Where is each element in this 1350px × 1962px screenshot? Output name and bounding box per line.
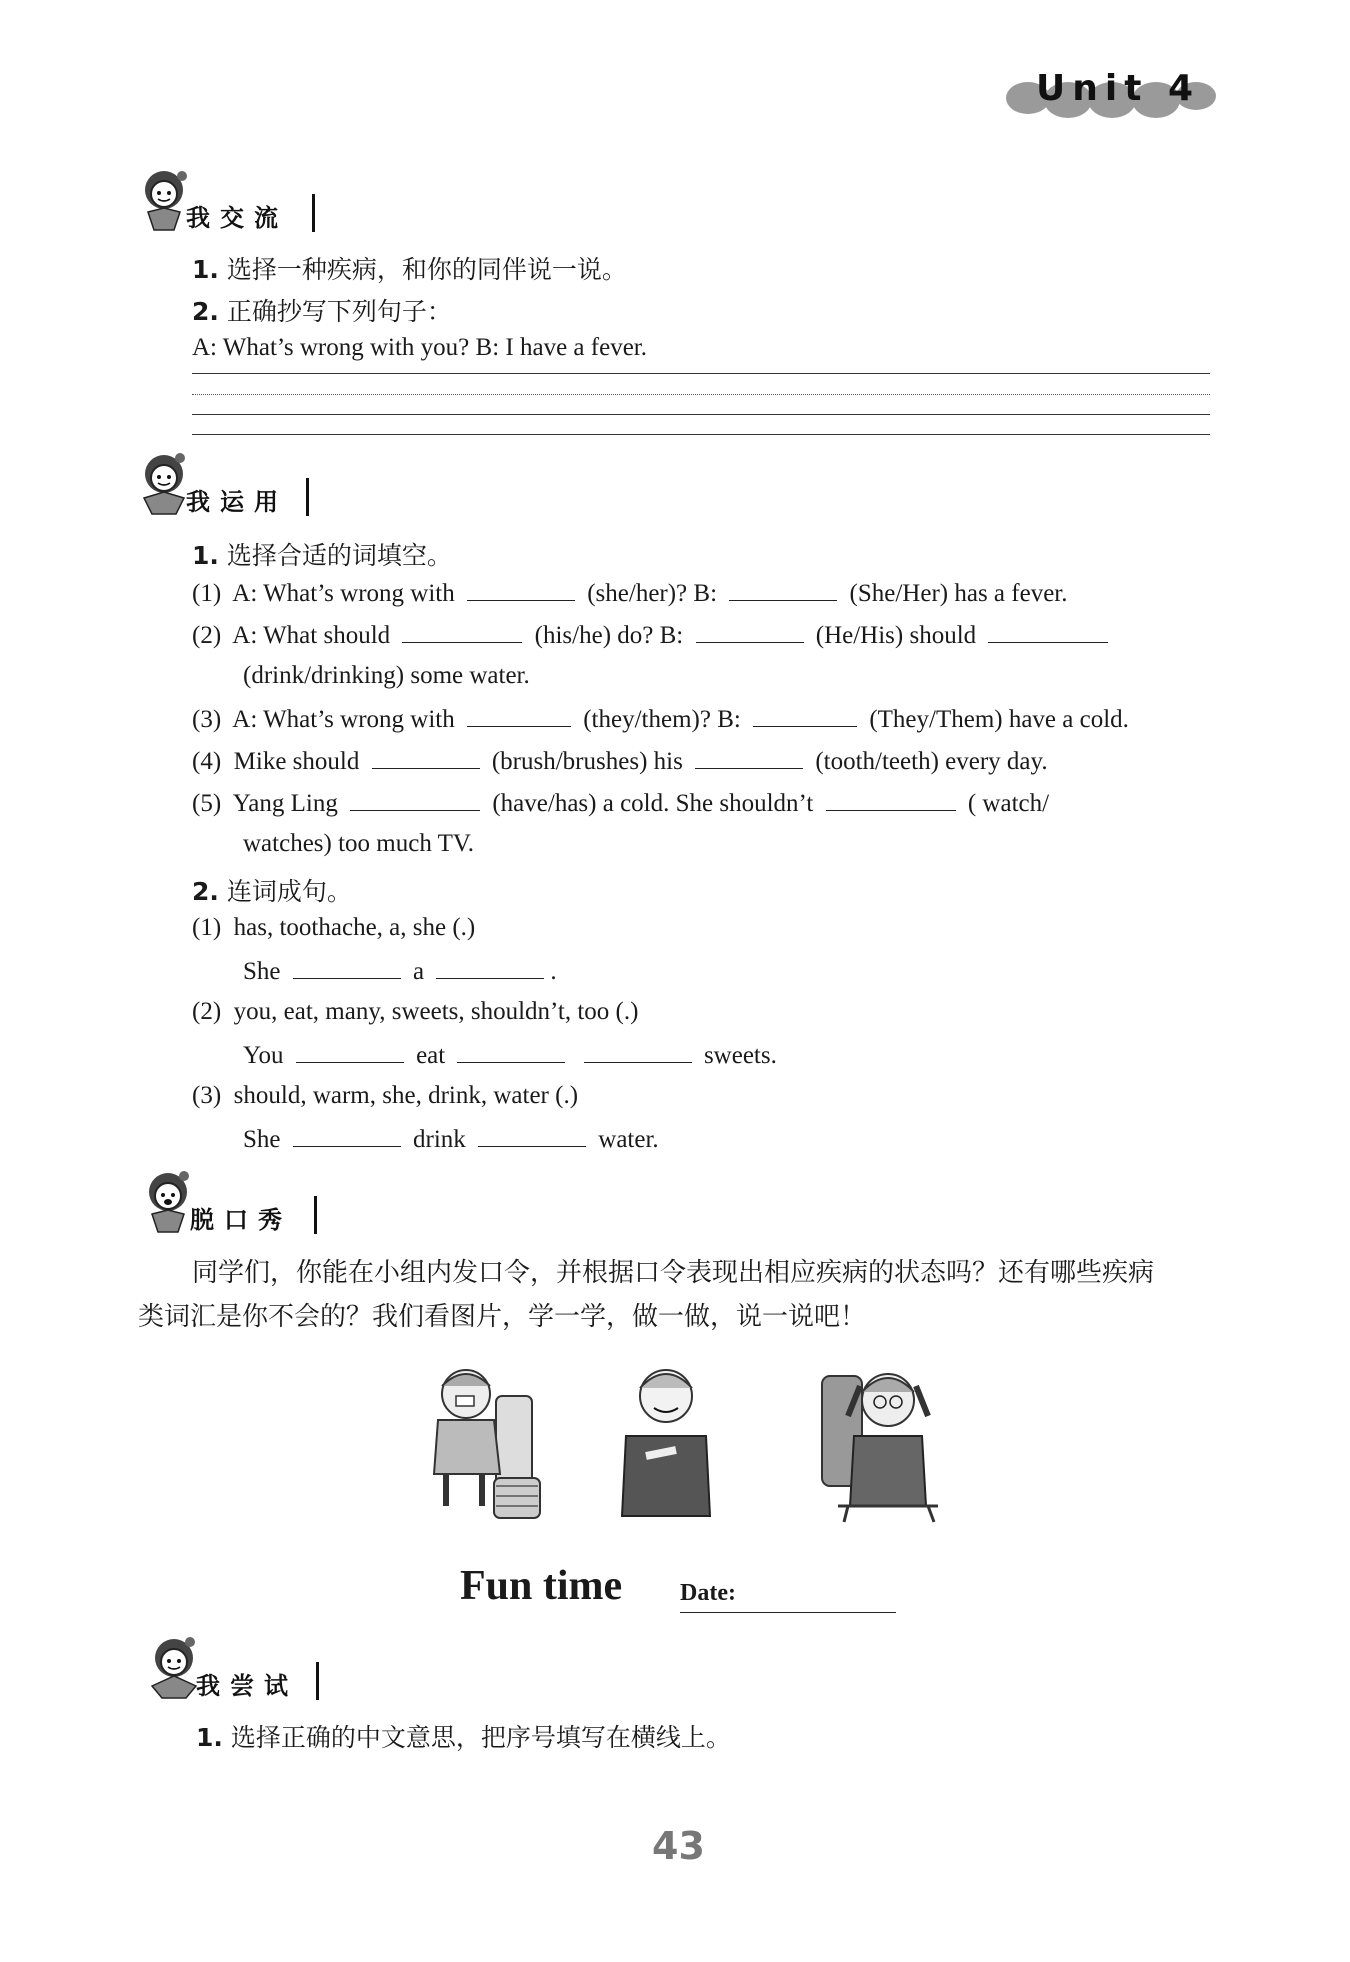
exercise-item-continued: (drink/drinking) some water. [243,662,530,689]
unit-banner [1006,60,1216,122]
girl-mascot-icon [134,452,194,520]
answer-blank[interactable] [402,620,522,643]
answer-line: She drink water. [243,1126,659,1153]
section-header-apply [134,452,334,522]
answer-blank[interactable] [467,578,575,601]
sneezing-girl-illustration [408,1356,548,1526]
exercise-item-continued: watches) too much TV. [243,830,474,857]
answer-blank[interactable] [696,620,804,643]
girl-mascot-icon [144,1636,204,1704]
exercise-item: (1) A: What’s wrong with (she/her)? B: (She/Her) has a fever. [192,580,1068,607]
answer-blank[interactable] [729,578,837,601]
exercise-item: (3) should, warm, she, drink, water (.) [192,1082,579,1109]
fun-time-title: Fun time [460,1563,623,1609]
writing-line [192,394,1210,395]
date-field[interactable] [680,1612,896,1613]
exercise-item: (2) you, eat, many, sweets, shouldn’t, too (.) [192,998,639,1025]
answer-line: She a . [243,958,557,985]
answer-blank[interactable] [296,1040,404,1063]
copy-sentence: A: What’s wrong with you? B: I have a fever. [192,334,647,361]
writing-line [192,414,1210,415]
exercise-item: (5) Yang Ling (have/has) a cold. She shouldn’t ( watch/ [192,790,1050,817]
answer-blank[interactable] [293,1124,401,1147]
section-header-communicate [134,168,334,238]
instruction-word-order: 2. 连词成句。 [192,877,352,906]
section-header-try [144,1636,344,1706]
headache-woman-illustration [808,1356,948,1526]
unit-title: Unit 4 [1036,68,1200,109]
girl-mascot-icon [134,168,194,236]
answer-blank[interactable] [826,788,956,811]
answer-line: You eat sweets. [243,1042,777,1069]
instruction-1: 1. 选择一种疾病，和你的同伴说一说。 [192,255,627,284]
divider [312,194,315,232]
instruction-fill-blanks: 1. 选择合适的词填空。 [192,541,452,570]
section-title: 我运用 [186,488,288,516]
instruction-choose-meaning: 1. 选择正确的中文意思，把序号填写在横线上。 [196,1723,731,1752]
answer-blank[interactable] [350,788,480,811]
page-number: 43 [652,1824,705,1868]
paragraph-line: 同学们，你能在小组内发口令，并根据口令表现出相应疾病的状态吗？还有哪些疾病 [192,1258,1155,1288]
divider [316,1662,319,1700]
coughing-man-illustration [606,1356,726,1526]
date-label: Date: [680,1580,736,1606]
answer-blank[interactable] [467,704,571,727]
answer-blank[interactable] [753,704,857,727]
exercise-item: (4) Mike should (brush/brushes) his (tooth/teeth) every day. [192,748,1048,775]
writing-line [192,373,1210,374]
instruction-2: 2. 正确抄写下列句子： [192,297,452,326]
exercise-item: (2) A: What should (his/he) do? B: (He/His) should [192,620,1114,650]
section-header-talk-show [138,1170,338,1240]
section-title: 我交流 [186,204,288,232]
answer-blank[interactable] [584,1040,692,1063]
divider [314,1196,317,1234]
writing-line [192,434,1210,435]
answer-blank[interactable] [436,956,544,979]
answer-blank[interactable] [293,956,401,979]
section-title: 我尝试 [196,1672,298,1700]
answer-blank[interactable] [988,620,1108,643]
answer-blank[interactable] [695,746,803,769]
exercise-item: (1) has, toothache, a, she (.) [192,914,476,941]
answer-blank[interactable] [372,746,480,769]
exercise-item: (3) A: What’s wrong with (they/them)? B: (They/Them) have a cold. [192,706,1129,733]
girl-mascot-icon [138,1170,198,1238]
paragraph-line: 类词汇是你不会的？我们看图片，学一学，做一做，说一说吧！ [138,1302,867,1332]
answer-blank[interactable] [457,1040,565,1063]
section-title: 脱口秀 [190,1206,292,1234]
answer-blank[interactable] [478,1124,586,1147]
divider [306,478,309,516]
